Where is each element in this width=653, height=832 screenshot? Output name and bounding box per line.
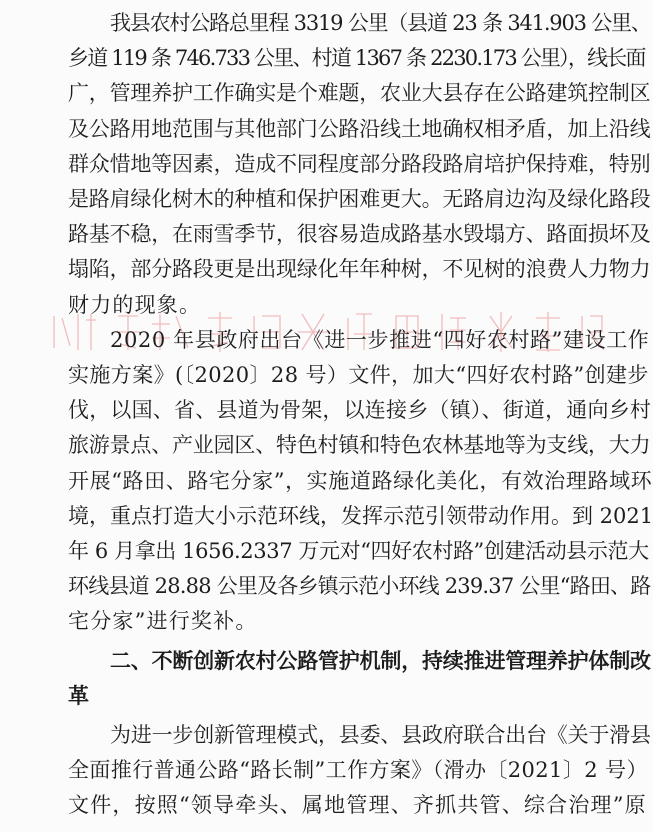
- paragraph-1-line-1: 我县农村公路总里程 3319 公里（县道 23 条 341.903 公里、: [110, 11, 651, 35]
- paragraph-1-line-7: 路基不稳，在雨雪季节，很容易造成路基水毁塌方、路面损坏及: [68, 222, 651, 246]
- section-heading-line-2: 革: [68, 684, 90, 708]
- paragraph-2-line-4: 旅游景点、产业园区、特色村镇和特色农林基地等为支线，大力: [68, 433, 651, 457]
- paragraph-3-line-3: 文件，按照“领导牵头、属地管理、齐抓共管、综合治理”原: [68, 793, 647, 817]
- paragraph-2-line-5: 开展“路田、路宅分家”，实施道路绿化美化，有效治理路域环: [68, 469, 653, 493]
- paragraph-2-line-8: 环线县道 28.88 公里及各乡镇示范小环线 239.37 公里“路田、路: [68, 574, 651, 598]
- paragraph-3-line-1: 为进一步创新管理模式，县委、县政府联合出台《关于滑县: [110, 723, 651, 747]
- paragraph-1-line-4: 及公路用地范围与其他部门公路沿线土地确权相矛盾，加上沿线: [68, 117, 651, 141]
- paragraph-1-line-9: 财力的现象。: [68, 293, 202, 317]
- paragraph-2-line-3: 伐，以国、省、县道为骨架，以连接乡（镇）、街道，通向乡村: [68, 398, 652, 422]
- paragraph-1-line-5: 群众惜地等因素，造成不同程度部分路段路肩培护保持难，特别: [68, 152, 651, 176]
- paragraph-1-line-2: 乡道 119 条 746.733 公里、村道 1367 条 2230.173 公里），线长面: [68, 46, 645, 70]
- paragraph-2-line-6: 境，重点打造大小示范环线，发挥示范引领带动作用。到 2021: [68, 504, 653, 528]
- paragraph-2-line-7: 年 6 月拿出 1656.2337 万元对“四好农村路”创建活动县示范大: [68, 539, 649, 563]
- paragraph-1-line-3: 广，管理养护工作确实是个难题，农业大县存在公路建筑控制区: [68, 81, 651, 105]
- paragraph-2-line-2: 实施方案》(〔2020〕28 号）文件，加大“四好农村路”创建步: [68, 363, 649, 387]
- section-heading-line-1: 二、不断创新农村公路管护机制，持续推进管理养护体制改: [110, 649, 651, 673]
- paragraph-2-line-1: 2020 年县政府出台《进一步推进“四好农村路”建设工作: [110, 328, 650, 352]
- paragraph-2-line-9: 宅分家”进行奖补。: [68, 609, 258, 633]
- paragraph-1-line-8: 塌陷，部分路段更是出现绿化年年种树，不见树的浪费人力物力: [68, 257, 651, 281]
- paragraph-1-line-6: 是路肩绿化树木的种植和保护困难更大。无路肩边沟及绿化路段: [68, 187, 651, 211]
- paragraph-3-line-2: 全面推行普通公路“路长制”工作方案》（滑办〔2021〕2 号）: [68, 758, 648, 782]
